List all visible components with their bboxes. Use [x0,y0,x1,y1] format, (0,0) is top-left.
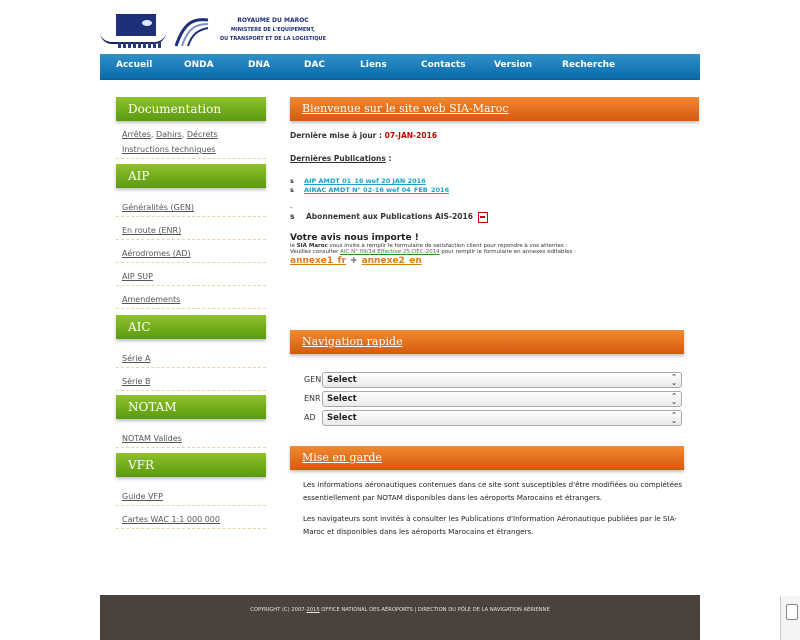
main-navigation [100,54,700,80]
link-amendements[interactable]: Amendements [122,295,181,304]
select-arrows-icon: ⌃ ⌄ [671,411,677,425]
publication-item: s AIP AMDT 01_16 wef 20 JAN 2016 [290,177,426,185]
link-serie-b[interactable]: Série B [122,377,151,386]
select-label-enr: ENR [304,394,321,403]
documentation-links: Arrêtes, Dahirs, Décrets [122,130,218,139]
sidebar-item-ad[interactable] [116,240,266,263]
main-content [290,97,699,266]
footer: COPYRIGHT (C) 2007-2015 OFFICE NATIONAL DES AÉROPORTS | DIRECTION DU PÔLE DE LA NAVIGATION AÉRIENNE [100,595,700,640]
sidebar-item-serie-a[interactable] [116,345,266,368]
quick-navigation [290,330,684,425]
publication-link-airac-amdt[interactable]: AIRAC AMDT N° 02-16 wef 04_FEB_2016 [304,186,450,194]
warning-heading: Mise en garde [290,446,684,470]
select-arrows-icon: ⌃ ⌄ [671,373,677,387]
select-label-ad: AD [304,413,316,422]
link-dahirs[interactable]: Dahirs [155,130,182,139]
annexe1-link[interactable]: annexe1_fr [290,256,347,266]
link-aip-enr[interactable]: En route (ENR) [122,226,182,235]
link-notam-valides[interactable]: NOTAM Valides [122,434,182,443]
select-row-enr [304,391,682,407]
nav-recherche[interactable]: Recherche [562,60,616,70]
link-cartes-wac[interactable]: Cartes WAC 1:1 000 000 [122,515,220,524]
nav-contacts[interactable]: Contacts [421,60,466,70]
select-label-gen: GEN [304,375,322,384]
scrollbar[interactable] [780,596,800,640]
nav-version[interactable]: Version [494,60,533,70]
abonnement-row: s Abonnement aux Publications AIS-2016 [290,212,699,223]
gen-select[interactable]: Select ⌃ ⌄ [322,372,682,388]
sidebar-item-gen[interactable] [116,194,266,217]
sidebar-item-amendements[interactable] [116,286,266,309]
sidebar-item-aip-sup[interactable] [116,263,266,286]
last-update-date: 07-JAN-2016 [384,131,438,140]
enr-select[interactable]: Select ⌃ ⌄ [322,391,682,407]
last-update: Dernière mise à jour : 07-JAN-2016 [290,131,438,140]
footer-year: 2015 [306,607,320,613]
ministry-emblem-icon [174,16,210,48]
sidebar-heading-notam: NOTAM [116,395,266,419]
quick-navigation-heading: Navigation rapide [290,330,684,354]
welcome-heading: Bienvenue sur le site web SIA-Maroc [290,97,699,121]
select-row-ad [304,410,682,426]
sidebar-heading-aic: AIC [116,315,266,339]
publications-heading: Dernières Publications : [290,154,392,163]
link-aip-sup[interactable]: AIP SUP [122,272,153,281]
scrollbar-thumb[interactable] [786,604,798,620]
nav-onda[interactable]: ONDA [184,60,214,70]
link-aip-ad[interactable]: Aérodromes (AD) [122,249,191,258]
link-serie-a[interactable]: Série A [122,354,151,363]
header [100,0,700,54]
warning-paragraph-2: Les navigateurs sont invités à consulter les Publications d'Information Aéronautique publiées par le SIA-Maroc et disponibles dans les aéroports Marocains et étrangers. [303,514,677,536]
ad-select[interactable]: Select ⌃ ⌄ [322,410,682,426]
annexe2-link[interactable]: annexe2_en [361,256,422,266]
sidebar-heading-vfr: VFR [116,453,266,477]
airplane-logo-icon[interactable] [100,14,170,50]
link-arretes[interactable]: Arrêtes [122,130,151,139]
select-arrows-icon: ⌃ ⌄ [671,392,677,406]
nav-dna[interactable]: DNA [248,60,270,70]
sidebar-item-enr[interactable] [116,217,266,240]
sidebar-item-instructions[interactable] [116,143,266,159]
avis-line-2: Veuillez consulter AIC N° 09/14 Effective 25-DEC-2014 pour remplir le formulaire en annexes éditables : [290,249,576,255]
aic-link[interactable]: AIC N° 09/14 Effective 25-DEC-2014 [340,249,440,255]
nav-liens[interactable]: Liens [360,60,387,70]
ministry-title: ROYAUME DU MAROC MINISTERE DE L'EQUIPEMENT, DU TRANSPORT ET DE LA LOGISTIQUE [219,17,327,42]
abonnement-link[interactable]: Abonnement aux Publications AIS-2016 [306,212,473,221]
link-instructions[interactable]: Instructions techniques [122,145,216,154]
sidebar [116,97,266,529]
select-row-gen [304,372,682,388]
nav-accueil[interactable]: Accueil [116,60,153,70]
pdf-icon[interactable] [478,212,488,223]
sidebar-heading-aip: AIP [116,164,266,188]
warning-section [290,446,684,538]
separator-dash: - [290,204,293,212]
publication-link-aip-amdt[interactable]: AIP AMDT 01_16 wef 20 JAN 2016 [304,177,426,185]
sidebar-item-cartes-wac[interactable] [116,506,266,529]
link-guide-vfp[interactable]: Guide VFP [122,492,163,501]
nav-dac[interactable]: DAC [304,60,326,70]
publication-item: s AIRAC AMDT N° 02-16 wef 04_FEB_2016 [290,186,450,194]
avis-line-1: le SIA Maroc vous invite à remplir le formulaire de satisfaction client pour répondre à vos attentes : [290,243,568,249]
sidebar-heading-documentation: Documentation [116,97,266,121]
link-aip-gen[interactable]: Généralités (GEN) [122,203,194,212]
sidebar-item-serie-b[interactable] [116,368,266,391]
avis-title: Votre avis nous importe ! [290,233,419,243]
annexes-row: annexe1_fr + annexe2_en [290,256,422,266]
link-decrets[interactable]: Décrets [186,130,218,139]
sidebar-item-guide-vfp[interactable] [116,483,266,506]
warning-paragraph-1: Les informations aéronautiques contenues dans ce site sont susceptibles d'être modifiées ou complétées essentiellement par NOTAM disponibles dans les aéroports Marocains et étrangers. [303,480,683,502]
sidebar-item-notam-valides[interactable] [116,425,266,448]
